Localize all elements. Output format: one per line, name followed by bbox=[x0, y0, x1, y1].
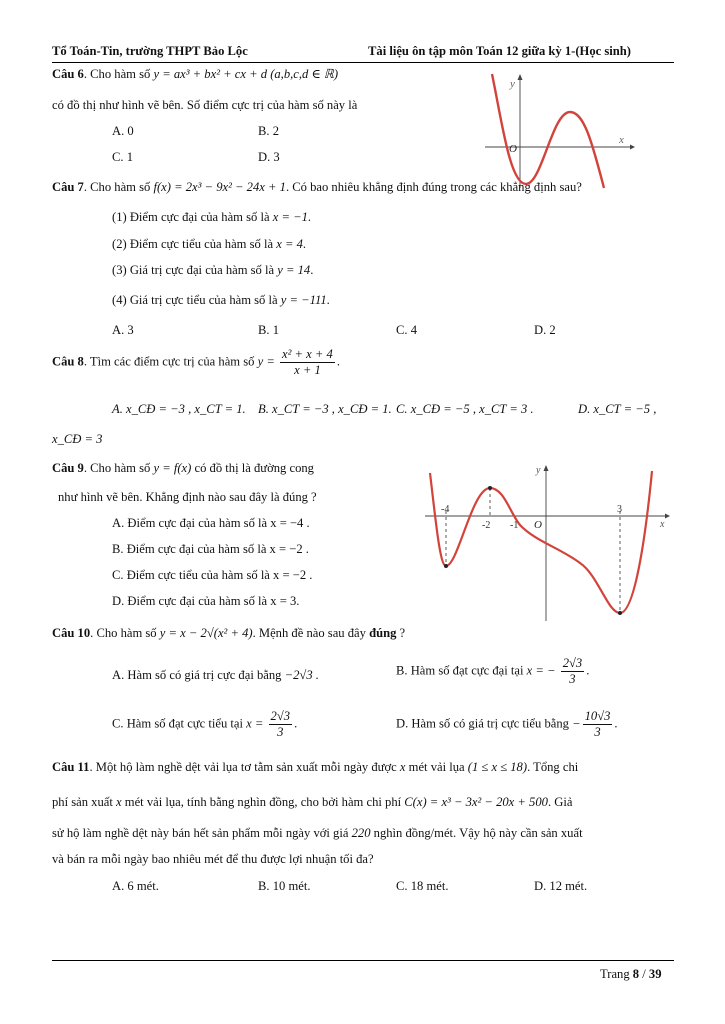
q6-intro: . Cho hàm số bbox=[83, 67, 151, 81]
q7-intro: . Cho hàm số bbox=[83, 180, 151, 194]
q9-intro: . Cho hàm số bbox=[83, 461, 151, 475]
q7-s3-math: y = 14 bbox=[277, 263, 311, 277]
q6-y-arrow-icon bbox=[518, 74, 523, 80]
q7-statement-3: (3) Giá trị cực đại của hàm số là y = 14. bbox=[112, 263, 314, 277]
q7-s4-math: y = −111 bbox=[280, 293, 327, 307]
q11-line3a: sử hộ làm nghề dệt này bán hết sản phẩm mỗi ngày với giá bbox=[52, 826, 349, 840]
q11-line3c: nghìn đồng/mét. Vậy hộ này cần sản xuất bbox=[373, 826, 583, 840]
q9-curve bbox=[430, 471, 652, 613]
page-number bbox=[600, 967, 662, 981]
q6-stem bbox=[52, 67, 338, 81]
q8-option-b: B. x_CT = −3 , x_CĐ = 1. bbox=[258, 402, 392, 416]
q7-statement-4: (4) Giá trị cực tiểu của hàm số là y = −111. bbox=[112, 293, 330, 307]
header-rule bbox=[52, 62, 674, 63]
q9-origin-label: O bbox=[534, 519, 542, 531]
q7-stem bbox=[52, 180, 582, 194]
q8-numerator: x² + x + 4 bbox=[280, 347, 335, 363]
q11-line1a: . Một hộ làm nghề dệt vải lụa tơ tằm sản xuất mỗi ngày được bbox=[89, 760, 397, 774]
q9-option-b: B. Điểm cực đại của hàm số là x = −2 . bbox=[112, 542, 309, 556]
footer-sep: / bbox=[642, 967, 646, 981]
q7-statement-2: (2) Điểm cực tiểu của hàm số là x = 4. bbox=[112, 237, 307, 251]
q6-option-d: D. 3 bbox=[258, 150, 280, 164]
q11-line1 bbox=[52, 760, 578, 774]
q9-option-d: D. Điểm cực đại của hàm số là x = 3. bbox=[112, 594, 300, 608]
q6-y-label: y bbox=[510, 78, 515, 90]
q6-origin-label: O bbox=[509, 143, 517, 155]
q8-y-eq: y = bbox=[257, 354, 275, 369]
q7-option-b: B. 1 bbox=[258, 323, 279, 337]
q6-label: Câu 6 bbox=[52, 67, 84, 81]
q9-intro2: có đồ thị là đường cong bbox=[194, 461, 314, 475]
q10-emphasis: đúng bbox=[369, 626, 397, 640]
q10-tail: ? bbox=[399, 626, 406, 640]
q11-line2a: phí sản xuất bbox=[52, 795, 113, 809]
q10-c-den: 3 bbox=[277, 725, 284, 740]
q8-label: Câu 8 bbox=[52, 354, 84, 369]
q11-line3 bbox=[52, 826, 583, 840]
q10-c-fraction bbox=[269, 709, 293, 740]
q9-point-min-left bbox=[444, 564, 448, 568]
q9-line2: như hình vẽ bên. Khẳng định nào sau đây là đúng ? bbox=[58, 490, 317, 504]
q11-option-b: B. 10 mét. bbox=[258, 879, 311, 893]
q11-line1d: (1 ≤ x ≤ 18) bbox=[467, 760, 528, 774]
q7-option-c: C. 4 bbox=[396, 323, 417, 337]
q10-a-text: A. Hàm số có giá trị cực đại bằng bbox=[112, 668, 282, 682]
footer-prefix: Trang bbox=[600, 967, 630, 981]
q10-d-den: 3 bbox=[594, 725, 601, 740]
q8-option-a: A. x_CĐ = −3 , x_CT = 1. bbox=[112, 402, 246, 416]
q10-formula: y = x − 2√(x² + 4) bbox=[159, 626, 253, 640]
q9-y-label: y bbox=[536, 465, 541, 476]
q6-option-b: B. 2 bbox=[258, 124, 279, 138]
q10-c-lhs: x = bbox=[246, 716, 264, 731]
q6-line2: có đồ thị như hình vẽ bên. Số điểm cực trị của hàm số này là bbox=[52, 98, 358, 112]
q9-option-c: C. Điểm cực tiểu của hàm số là x = −2 . bbox=[112, 568, 313, 582]
q10-b-den: 3 bbox=[569, 672, 576, 687]
q11-line2c: mét vải lụa, tính bằng nghìn đồng, cho bởi hàm chi phí bbox=[124, 795, 402, 809]
q6-x-label: x bbox=[619, 134, 624, 146]
q11-line2d: C(x) = x³ − 3x² − 20x + 500 bbox=[404, 795, 548, 809]
q6-cubic-graph bbox=[480, 72, 640, 190]
q7-s2-text: (2) Điểm cực tiểu của hàm số là bbox=[112, 237, 274, 251]
q10-option-c: C. Hàm số đạt cực tiểu tại x = $\frac{2√3}{3}$ . bbox=[112, 709, 298, 740]
q7-statement-1: (1) Điểm cực đại của hàm số là x = −1. bbox=[112, 210, 312, 224]
q11-line1b: x bbox=[399, 760, 406, 774]
footer-page: 8 bbox=[632, 967, 640, 981]
q6-option-a: A. 0 bbox=[112, 124, 134, 138]
q11-line1e: . Tổng chi bbox=[527, 760, 579, 774]
q11-line2b: x bbox=[116, 795, 122, 809]
q8-stem: Câu 8. Tìm các điểm cực trị của hàm số y = $\frac{\text{x² + x + 4}}{x + 1}$ . bbox=[52, 347, 341, 378]
q9-option-a: A. Điểm cực đại của hàm số là x = −4 . bbox=[112, 516, 310, 530]
q7-s2-math: x = 4 bbox=[276, 237, 303, 251]
q10-d-text: D. Hàm số có giá trị cực tiểu bằng bbox=[396, 716, 569, 731]
footer-rule bbox=[52, 960, 674, 961]
q10-d-lhs: − bbox=[572, 716, 581, 731]
q10-b-num: 2√3 bbox=[561, 656, 585, 672]
q9-point-max bbox=[488, 486, 492, 490]
q9-tick-minus1: -1 bbox=[510, 520, 519, 531]
q11-line2e: . Giả bbox=[547, 795, 573, 809]
q7-option-d: D. 2 bbox=[534, 323, 556, 337]
q10-b-lhs: x = − bbox=[526, 663, 556, 678]
header-left: Tổ Toán-Tin, trường THPT Bảo Lộc bbox=[52, 44, 248, 58]
q11-line2 bbox=[52, 795, 572, 809]
q8-fraction bbox=[280, 347, 335, 378]
q7-question: . Có bao nhiêu khẳng định đúng trong các khẳng định sau? bbox=[285, 180, 582, 194]
q11-option-a: A. 6 mét. bbox=[112, 879, 159, 893]
q9-tick-minus4: -4 bbox=[441, 504, 450, 515]
q7-label: Câu 7 bbox=[52, 180, 84, 194]
q10-d-num: 10√3 bbox=[583, 709, 613, 725]
q6-option-c: C. 1 bbox=[112, 150, 133, 164]
q11-option-d: D. 12 mét. bbox=[534, 879, 588, 893]
q10-option-b: B. Hàm số đạt cực đại tại x = − $\frac{2√3}{3}$ . bbox=[396, 656, 590, 687]
q7-s1-text: (1) Điểm cực đại của hàm số là bbox=[112, 210, 270, 224]
q8-option-d-tail: x_CĐ = 3 bbox=[52, 432, 103, 446]
q11-label: Câu 11 bbox=[52, 760, 90, 774]
footer-total: 39 bbox=[648, 967, 662, 981]
q10-b-text: B. Hàm số đạt cực đại tại bbox=[396, 663, 524, 678]
q9-y-arrow-icon bbox=[544, 465, 549, 471]
q6-x-arrow-icon bbox=[630, 145, 635, 150]
q9-x-arrow-icon bbox=[665, 514, 670, 519]
q7-s4-text: (4) Giá trị cực tiểu của hàm số là bbox=[112, 293, 278, 307]
q10-option-a bbox=[112, 668, 319, 682]
q8-option-c: C. x_CĐ = −5 , x_CT = 3 . bbox=[396, 402, 534, 416]
q8-option-d: D. x_CT = −5 , bbox=[578, 402, 657, 416]
q7-option-a: A. 3 bbox=[112, 323, 134, 337]
q10-c-text: C. Hàm số đạt cực tiểu tại bbox=[112, 716, 243, 731]
q11-line3b: 220 bbox=[351, 826, 371, 840]
q11-line4: và bán ra mỗi ngày bao nhiêu mét để thu được lợi nhuận tối đa? bbox=[52, 852, 374, 866]
q9-formula: y = f(x) bbox=[153, 461, 192, 475]
header-right: Tài liệu ôn tập môn Toán 12 giữa kỳ 1-(Học sinh) bbox=[368, 44, 631, 58]
q10-a-math: −2√3 . bbox=[284, 668, 319, 682]
q9-x-label: x bbox=[660, 519, 665, 530]
q7-s1-math: x = −1 bbox=[272, 210, 308, 224]
q10-intro: . Cho hàm số bbox=[90, 626, 157, 640]
q10-d-fraction bbox=[583, 709, 613, 740]
q9-point-min-right bbox=[618, 611, 622, 615]
q10-option-d: D. Hàm số có giá trị cực tiểu bằng − $\frac{10√3}{3}$ . bbox=[396, 709, 618, 740]
q11-line1c: mét vải lụa bbox=[408, 760, 465, 774]
q9-label: Câu 9 bbox=[52, 461, 84, 475]
q9-stem bbox=[52, 461, 314, 475]
q10-c-num: 2√3 bbox=[269, 709, 293, 725]
q8-intro: . Tìm các điểm cực trị của hàm số bbox=[83, 354, 255, 369]
q10-question: . Mệnh đề nào sau đây bbox=[252, 626, 366, 640]
q6-curve bbox=[492, 74, 604, 188]
q10-stem bbox=[52, 626, 405, 640]
q10-label: Câu 10 bbox=[52, 626, 91, 640]
q7-s3-text: (3) Giá trị cực đại của hàm số là bbox=[112, 263, 275, 277]
q11-option-c: C. 18 mét. bbox=[396, 879, 449, 893]
q7-formula: f(x) = 2x³ − 9x² − 24x + 1 bbox=[153, 180, 286, 194]
q9-tick-minus2: -2 bbox=[482, 520, 491, 531]
q9-quartic-graph bbox=[420, 463, 675, 623]
q9-tick-3: 3 bbox=[617, 504, 622, 515]
q8-denominator: x + 1 bbox=[294, 363, 321, 378]
q10-b-fraction bbox=[561, 656, 585, 687]
q6-formula: y = ax³ + bx² + cx + d (a,b,c,d ∈ ℝ) bbox=[153, 67, 339, 81]
